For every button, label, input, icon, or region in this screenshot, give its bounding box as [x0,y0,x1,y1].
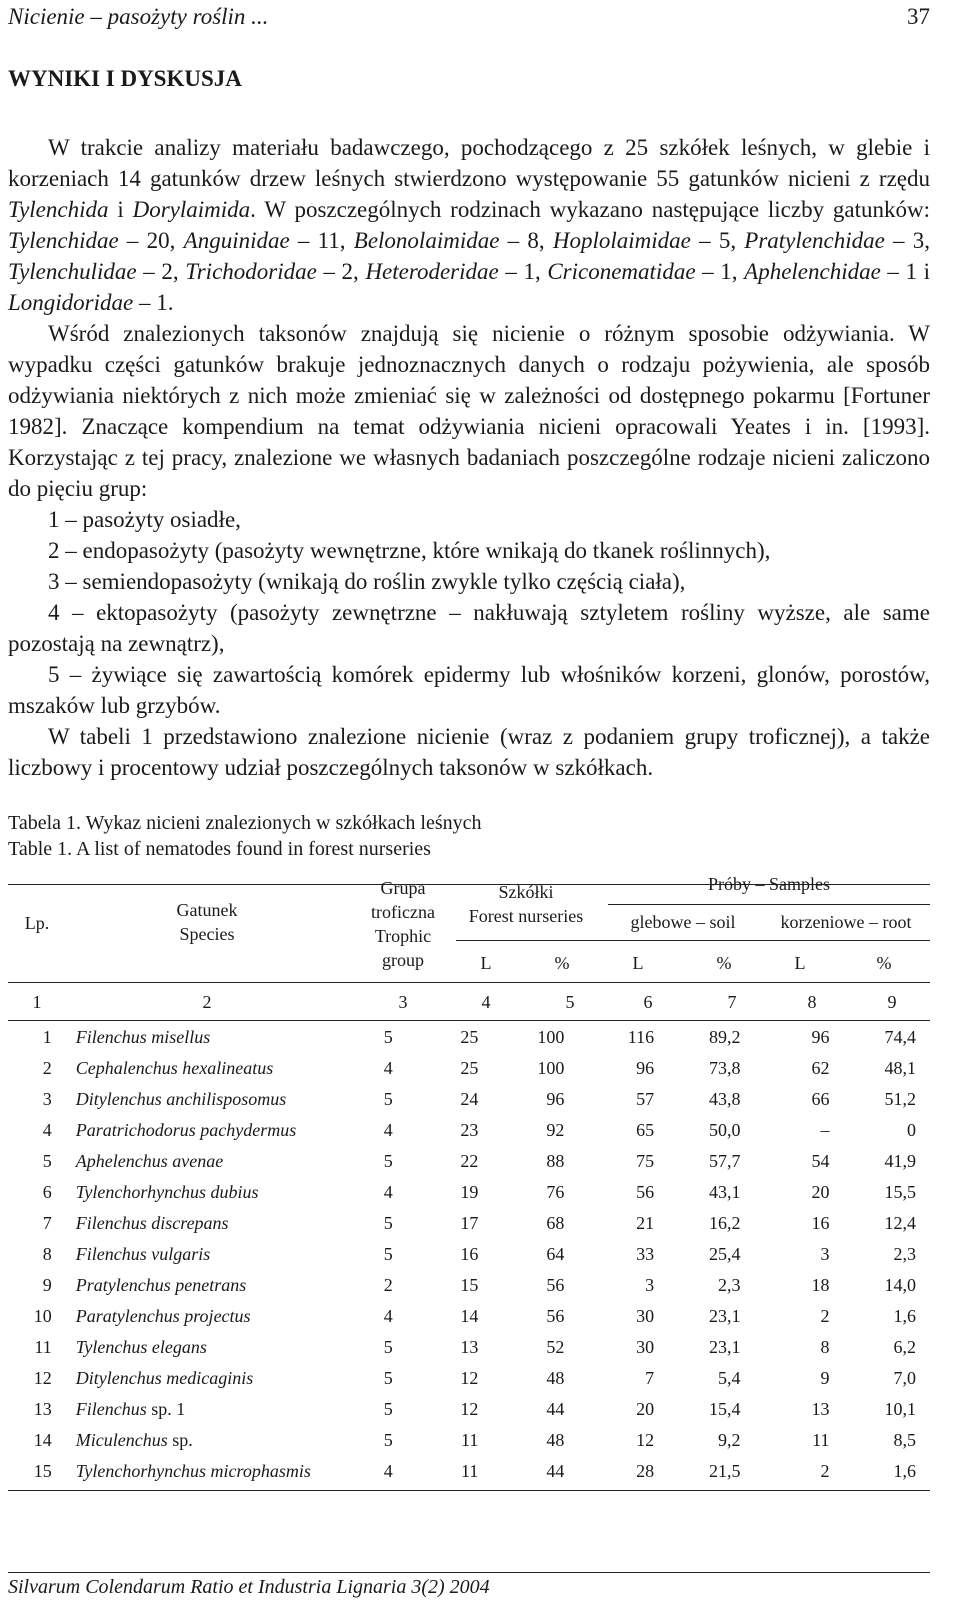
column-number: 1 [32,992,42,1012]
trophic-group: 5 [383,1368,393,1388]
cell-value: 17 [460,1213,479,1233]
cell-value: 48 [546,1368,565,1388]
column-number: 3 [398,992,408,1012]
article-body [8,132,930,783]
cell-value: 12 [636,1430,655,1450]
cell-value: 3 [645,1275,655,1295]
cell-value: 5,4 [718,1368,741,1388]
header-proby: Próby – Samples [707,874,830,894]
cell-value: 96 [546,1089,565,1109]
cell-value: 20 [811,1182,830,1202]
table-row [8,1363,930,1394]
species-name: Tylenchorhynchus dubius [75,1182,259,1202]
species-name: Paratrichodorus pachydermus [75,1120,297,1140]
group-item-5: 5 – żywiące się zawartością komórek epidermy lub włośników korzeni, glonów, porostów, mszaków lub grzybów. [8,662,930,718]
cell-value: 51,2 [884,1089,916,1109]
journal-footer: Silvarum Colendarum Ratio et Industria Lignaria 3(2) 2004 [8,1576,490,1598]
cell-value: 92 [546,1120,565,1140]
cell-value: 44 [546,1461,565,1481]
cell-value: 57,7 [709,1151,741,1171]
trophic-group: 5 [383,1151,393,1171]
row-lp: 11 [34,1337,52,1357]
table-row [8,1239,930,1270]
cell-value: 11 [460,1461,479,1481]
row-lp: 8 [42,1244,52,1264]
cell-value: 12 [460,1368,479,1388]
cell-value: 56 [636,1182,655,1202]
cell-value: 66 [811,1089,830,1109]
trophic-group: 5 [383,1244,393,1264]
cell-value: 12 [460,1399,479,1419]
trophic-group: 4 [383,1120,393,1140]
paragraph-1: W trakcie analizy materiału badawczego, pochodzącego z 25 szkółek leśnych, w glebie i korzeniach 14 gatunków drzew leśnych stwierdzono występowanie 55 gatunków nicieni z rzędu Tylenchida i Dorylaimida. W poszczególnych rodzinach wykazano następujące liczby gatunków: Tylenchidae – 20, Anguinidae – 11, Belonolaimidae – 8, Hoplolaimidae – 5, Pratylenchidae – 3, Tylenchulidae – 2, Trichodoridae – 2, Heteroderidae – 1, Criconematidae – 1, Aphelenchidae – 1 i Longidoridae – 1. [8,135,931,315]
family-list: Tylenchidae – 20, Anguinidae – 11, Belonolaimidae – 8, Hoplolaimidae – 5, Pratylenchidae – 3, Tylenchulidae – 2, Trichodoridae – 2, Heteroderidae – 1, Criconematidae – 1, Aphelenchidae – 1 i Longidoridae – 1. [8,228,931,315]
table-row [8,1456,930,1487]
species-name: Ditylenchus anchilisposomus [75,1089,287,1109]
cell-value: 25 [460,1027,479,1047]
header-L-1: L [480,953,492,973]
column-number: 8 [807,992,817,1012]
cell-value: 9,2 [718,1430,741,1450]
table-row [8,1425,930,1456]
row-lp: 5 [42,1151,52,1171]
cell-value: 8,5 [893,1430,916,1450]
cell-value: 56 [546,1306,565,1326]
table-row [8,1394,930,1425]
trophic-group: 5 [383,1399,393,1419]
cell-value: 48 [546,1430,565,1450]
cell-value: 22 [460,1151,479,1171]
trophic-group: 2 [383,1275,393,1295]
trophic-group: 5 [383,1430,393,1450]
trophic-group: 4 [383,1306,393,1326]
row-lp: 2 [42,1058,52,1078]
col-gatunek: Gatunek Species [176,900,238,944]
cell-value: 43,1 [709,1182,741,1202]
species-name: Filenchus misellus [75,1027,211,1047]
column-number: 6 [643,992,653,1012]
cell-value: 16 [811,1213,830,1233]
cell-value: 64 [546,1244,565,1264]
table-row [8,1270,930,1301]
cell-value: 52 [546,1337,565,1357]
section-heading: WYNIKI I DYSKUSJA [8,66,242,91]
footer-rule [8,1572,930,1573]
species-name: Aphelenchus avenae [75,1151,224,1171]
cell-value: 62 [811,1058,830,1078]
row-lp: 1 [42,1027,52,1047]
column-number: 4 [481,992,491,1012]
table-row [8,1301,930,1332]
table-row [8,1084,930,1115]
cell-value: 13 [811,1399,830,1419]
proby-rule [608,904,930,905]
header-L-3: L [794,953,806,973]
species-name: Pratylenchus penetrans [75,1275,247,1295]
cell-value: 88 [546,1151,565,1171]
cell-value: 100 [537,1058,565,1078]
running-header [8,4,930,36]
cell-value: 23 [460,1120,479,1140]
species-name: Miculenchus sp. [75,1430,193,1450]
page-number: 37 [907,4,930,29]
cell-value: 1,6 [893,1306,916,1326]
cell-value: 57 [636,1089,655,1109]
group-item-4: 4 – ektopasożyty (pasożyty zewnętrzne – nakłuwają sztyletem rośliny wyższe, ale same pozostają na zewnątrz), [8,600,930,656]
header-pct-3: % [876,953,892,973]
column-number: 2 [202,992,212,1012]
cell-value: 89,2 [709,1027,741,1047]
row-lp: 14 [33,1430,52,1450]
species-name: Filenchus sp. 1 [75,1399,186,1419]
cell-value: 20 [636,1399,655,1419]
cell-value: 2 [820,1461,830,1481]
trophic-group: 5 [383,1027,393,1047]
cell-value: 23,1 [709,1337,741,1357]
species-name: Tylenchus elegans [75,1337,207,1357]
cell-value: 116 [627,1027,655,1047]
cell-value: 65 [636,1120,655,1140]
trophic-group: 5 [383,1089,393,1109]
cell-value: 14,0 [884,1275,916,1295]
cell-value: 56 [546,1275,565,1295]
col-grupa: Grupa troficzna Trophic group [371,878,435,970]
cell-value: 25 [460,1058,479,1078]
table-row [8,1332,930,1363]
cell-value: 9 [820,1368,830,1388]
cell-value: 11 [812,1430,830,1450]
cell-value: 41,9 [884,1151,916,1171]
cell-value: 15 [460,1275,479,1295]
cell-value: 96 [811,1027,830,1047]
row-lp: 9 [42,1275,52,1295]
cell-value: 96 [636,1058,655,1078]
table-caption [8,810,482,862]
header-glebowe: glebowe – soil [630,912,736,932]
table-row [8,1022,930,1053]
cell-value: 0 [907,1120,916,1140]
data-table [8,1022,930,1487]
row-lp: 7 [42,1213,52,1233]
cell-value: 2 [820,1306,830,1326]
paragraph-3: W tabeli 1 przedstawiono znalezione nicienie (wraz z podaniem grupy troficznej), a także liczbowy i procentowy udział poszczególnych taksonów w szkółkach. [8,724,930,780]
header-pct-1: % [554,953,570,973]
caption-english: Table 1. A list of nematodes found in forest nurseries [8,838,431,860]
trophic-group: 4 [383,1461,393,1481]
column-number: 5 [565,992,575,1012]
cell-value: 2,3 [893,1244,916,1264]
table-row [8,1177,930,1208]
cell-value: 30 [636,1306,655,1326]
header-bottom-rule [8,982,930,983]
trophic-group: 4 [383,1182,393,1202]
cell-value: 43,8 [709,1089,741,1109]
cell-value: 16,2 [709,1213,741,1233]
table-bottom-rule [8,1490,930,1491]
trophic-group: 5 [383,1337,393,1357]
species-name: Filenchus discrepans [75,1213,229,1233]
cell-value: 15,5 [884,1182,916,1202]
row-lp: 6 [42,1182,52,1202]
cell-value: 15,4 [709,1399,741,1419]
group-item-3: 3 – semiendopasożyty (wnikają do roślin zwykle tylko częścią ciała), [48,569,686,594]
trophic-group: 4 [383,1058,393,1078]
header-korzeniowe: korzeniowe – root [780,912,912,932]
species-name: Paratylenchus projectus [75,1306,251,1326]
cell-value: 1,6 [893,1461,916,1481]
colnum-rule [8,1020,930,1021]
column-number: 9 [887,992,897,1012]
header-L-2: L [632,953,644,973]
table-row [8,1053,930,1084]
cell-value: 74,4 [884,1027,916,1047]
header-pct-2: % [716,953,732,973]
species-name: Ditylenchus medicaginis [75,1368,254,1388]
cell-value: 14 [460,1306,479,1326]
cell-value: 48,1 [884,1058,916,1078]
cell-value: 75 [636,1151,655,1171]
cell-value: 21 [636,1213,655,1233]
col-lp: Lp. [24,913,50,933]
cell-value: 44 [546,1399,565,1419]
cell-value: 28 [636,1461,655,1481]
row-lp: 3 [42,1089,52,1109]
cell-value: 19 [460,1182,479,1202]
cell-value: 50,0 [709,1120,741,1140]
cell-value: 16 [460,1244,479,1264]
species-name: Filenchus vulgaris [75,1244,211,1264]
cell-value: 10,1 [884,1399,916,1419]
row-lp: 10 [33,1306,52,1326]
cell-value: 18 [811,1275,830,1295]
cell-value: 76 [546,1182,565,1202]
cell-value: 30 [636,1337,655,1357]
cell-value: 12,4 [884,1213,916,1233]
cell-value: 8 [820,1337,830,1357]
cell-value: 6,2 [893,1337,916,1357]
cell-value: 21,5 [709,1461,741,1481]
row-lp: 15 [33,1461,52,1481]
cell-value: 73,8 [709,1058,741,1078]
paragraph-2: Wśród znalezionych taksonów znajdują się nicienie o różnym sposobie odżywiania. W wypadku części gatunków brakuje jednoznacznych danych o rodzaju pożywienia, ale sposób odżywiania niektórych z nich może zmieniać się w zależności od dostępnego pokarmu [Fortuner 1982]. Znaczące kompendium na temat odżywiania nicieni opracowali Yeates i in. [1993]. Korzystając z tej pracy, znalezione we własnych badaniach poszczególne rodzaje nicieni zaliczono do pięciu grup: [8,321,930,501]
table-row [8,1208,930,1239]
row-lp: 4 [42,1120,52,1140]
cell-value: 24 [460,1089,479,1109]
cell-value: 11 [460,1430,479,1450]
col-szkolki: Szkółki Forest nurseries [468,882,584,926]
cell-value: 54 [811,1151,830,1171]
group-item-2: 2 – endopasożyty (pasożyty wewnętrzne, które wnikają do tkanek roślinnych), [48,538,771,563]
table-row [8,1146,930,1177]
cell-value: 13 [460,1337,479,1357]
cell-value: 33 [636,1244,655,1264]
cell-value: 3 [820,1244,830,1264]
cell-value: – [820,1120,830,1140]
cell-value: 7,0 [893,1368,916,1388]
running-title: Nicienie – pasożyty roślin ... [8,4,269,29]
cell-value: 2,3 [718,1275,741,1295]
table-row [8,1115,930,1146]
column-number: 7 [727,992,737,1012]
subheader-rule [456,940,930,941]
cell-value: 23,1 [709,1306,741,1326]
row-lp: 12 [33,1368,52,1388]
species-name: Cephalenchus hexalineatus [75,1058,274,1078]
trophic-group: 5 [383,1213,393,1233]
row-lp: 13 [33,1399,52,1419]
cell-value: 100 [537,1027,565,1047]
group-item-1: 1 – pasożyty osiadłe, [48,507,241,532]
cell-value: 7 [645,1368,655,1388]
cell-value: 25,4 [709,1244,741,1264]
cell-value: 68 [546,1213,565,1233]
species-name: Tylenchorhynchus microphasmis [75,1461,311,1481]
caption-polish: Tabela 1. Wykaz nicieni znalezionych w szkółkach leśnych [8,812,482,834]
